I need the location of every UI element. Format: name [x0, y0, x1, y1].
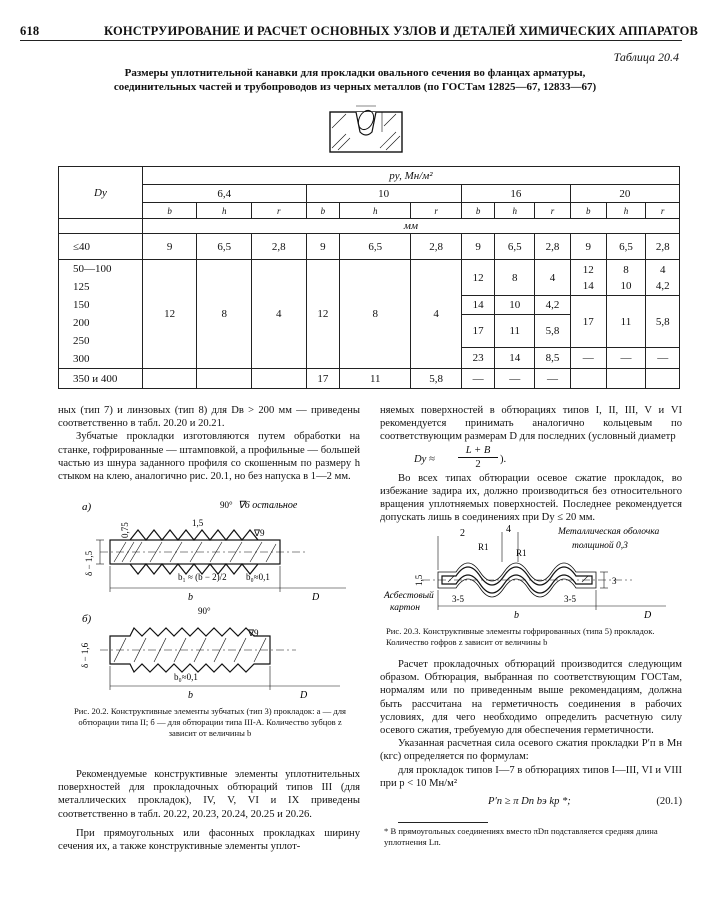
figure-finish-mark: ∇6 остальное — [238, 500, 298, 511]
fig-annotation: Металлическая оболочка — [558, 527, 660, 537]
dim-label: 4 — [506, 524, 511, 535]
subcol-header: r — [535, 203, 571, 219]
groove-size-table — [58, 166, 680, 389]
dim-label: b₀≈0,1 — [174, 672, 198, 682]
table-cell: 2,8 — [411, 234, 461, 260]
pressure-header: 20 — [570, 185, 679, 203]
subcol-header: b — [570, 203, 606, 219]
table-cell: 14 — [495, 348, 535, 369]
paragraph: При прямоугольных или фасонных прокладках ширину сечения их, а также конструктивные элементы уплот- — [58, 827, 360, 853]
table-cell: 6,5 — [340, 234, 411, 260]
table-cell: 12 — [461, 260, 495, 296]
dy-value: 50—100 — [73, 263, 112, 275]
finish-mark: ∇9 — [254, 528, 265, 538]
formula-dy: Dу ≈ L + B 2 ). — [414, 444, 507, 470]
dy-values-list — [59, 260, 143, 369]
table-label: Таблица 20.4 — [613, 50, 679, 64]
subcol-header: r — [411, 203, 461, 219]
table-cell: 11 — [606, 296, 646, 348]
table-cell: 9 — [461, 234, 495, 260]
page-number: 618 — [20, 24, 40, 38]
subcol-header: b — [461, 203, 495, 219]
table-cell: 12 — [142, 260, 197, 369]
paragraph: ных (тип 7) и линзовых (тип 8) для Dв > 200 мм — приведены соответственно в табл. 20.20 и 20.21. — [58, 405, 360, 430]
dim-label: δ − 1,5 — [84, 550, 94, 576]
col-py-header: pу, Мн/м² — [142, 167, 679, 185]
table-cell: 8 10 — [606, 260, 646, 296]
figure-20-2b — [70, 606, 360, 702]
dim-label: 3-5 — [564, 594, 576, 604]
table-title — [70, 66, 640, 94]
paragraph: Рекомендуемые конструктивные элементы уплотнительных поверхностей для прокладочных обтюраций типов III (для металлических прокладок), IV, V, VI и IX приведены соответственно в табл. 20.22, 20.23, 20.24, 20.25 и 20.26. — [58, 769, 360, 820]
footnote: * В прямоугольных соединениях вместо πDп подставляется средняя длина уплотнения Lп. — [384, 826, 658, 847]
table-cell: 4 — [535, 260, 571, 296]
paragraph: няемых поверхностей в обтюрациях типов I, II, III, V и VI рекомендуется принимать аналогично кольцевым по соответствующим размерам D для последних (условный диаметр — [380, 405, 682, 443]
groove-sketch — [326, 98, 406, 156]
right-column-bottom — [380, 658, 682, 812]
table-cell: 10 — [495, 296, 535, 315]
table-cell: 8 — [197, 260, 252, 369]
table-cell: — — [461, 369, 495, 389]
pressure-header: 6,4 — [142, 185, 306, 203]
header-rule — [20, 40, 682, 41]
subcol-header: h — [606, 203, 646, 219]
dim-label: b₁ ≈ (b − 2)/2 — [178, 572, 227, 582]
dim-label: R1 — [478, 542, 489, 552]
paragraph: Расчет прокладочных обтюраций производится следующим образом. Обтюрация, выбранная по соответствующим ГОСТам, нормалям или по приведенным выше рекомендациям, должна быть рассчитана на герметичность соединения в рабочих условиях, для чего необходимо определить расчетную силу осевого сжатия, требуемую для обеспечения герметичности. — [380, 659, 682, 737]
dy-value: 150 — [73, 299, 90, 311]
figure-label: б) — [82, 613, 92, 625]
table-cell: 6,5 — [197, 234, 252, 260]
footnote-rule — [398, 822, 488, 823]
table-cell: 17 — [461, 315, 495, 348]
dy-value: 350 и 400 — [59, 369, 143, 389]
dy-value: 125 — [73, 281, 90, 293]
left-column-bottom — [58, 768, 360, 853]
dim-label: 3 — [612, 576, 617, 586]
fig-annotation: картон — [390, 603, 420, 613]
table-cell: 9 — [142, 234, 197, 260]
dy-value: ≤40 — [59, 234, 143, 260]
dim-label: b₀≈0,1 — [246, 572, 270, 582]
table-cell: 2,8 — [252, 234, 307, 260]
paragraph: Зубчатые прокладки изготовляются путем обработки на станке, гофрированные — штамповкой, а профильные — большей частью из шнура заданного профиля со скошенным по размеру h стыком на клею, аналогично рис. 20.1, но без напуска в 1—2 мм. — [58, 431, 360, 483]
table-cell: 8 — [340, 260, 411, 369]
paragraph: Во всех типах обтюрации осевое сжатие прокладок, во избежание задира их, должно производиться без относительного вращения уплотняемых поверхностей. Последнее рекомендуется допускать лишь в соединениях при Dу ≤ 20 мм. — [380, 472, 682, 524]
figure-20-2-caption: Рис. 20.2. Конструктивные элементы зубчатых (тип 3) прокладок: а — для обтюрации типа II; б — для обтюрации типа III-А. Количество зубцов z зависит от величины b — [74, 706, 346, 738]
table-cell: 14 — [461, 296, 495, 315]
table-cell: 2,8 — [646, 234, 680, 260]
paragraph: Указанная расчетная сила осевого сжатия прокладки P′п в Мн (кгс) определяется по формулам: — [380, 738, 682, 763]
col-dy-header: Dу — [59, 167, 143, 219]
table-cell: 9 — [570, 234, 606, 260]
table-cell: 4 — [411, 260, 461, 369]
dim-label: D — [300, 690, 308, 701]
table-title-line1: Размеры уплотнительной канавки для прокладки овального сечения во фланцах арматуры, — [124, 67, 586, 79]
table-title-line2: соединительных частей и трубопроводов из черных металлов (по ГОСТам 12825—67, 12833—67) — [113, 81, 597, 93]
paragraph: для прокладок типов I—7 в обтюрациях типов I—III, VI и VIII при p < 10 Мн/м² — [380, 764, 682, 789]
table-cell: 9 — [306, 234, 340, 260]
formula: P′п ≥ π Dп bэ kp *; — [488, 796, 571, 808]
running-title: КОНСТРУИРОВАНИЕ И РАСЧЕТ ОСНОВНЫХ УЗЛОВ И ДЕТАЛЕЙ ХИМИЧЕСКИХ АППАРАТОВ — [104, 24, 699, 38]
angle-dim: 90° — [198, 606, 211, 616]
subcol-header: b — [142, 203, 197, 219]
dim-label: D — [644, 610, 652, 621]
table-cell: — — [646, 348, 680, 369]
dim-label: R1 — [516, 548, 527, 558]
dim-label: δ − 1,6 — [80, 642, 90, 668]
dim-label: 1,5 — [192, 518, 204, 528]
subcol-header: h — [197, 203, 252, 219]
table-cell: 6,5 — [495, 234, 535, 260]
fig-annotation: Асбестовый — [384, 591, 434, 601]
left-column-top — [58, 404, 360, 483]
table-cell: 23 — [461, 348, 495, 369]
table-cell: 11 — [340, 369, 411, 389]
table-cell: 4 — [252, 260, 307, 369]
units-row: мм — [142, 219, 679, 234]
pressure-header: 10 — [306, 185, 461, 203]
fig-annotation: толщиной 0,3 — [572, 541, 628, 551]
dy-value: 300 — [73, 353, 90, 365]
dy-value: 200 — [73, 317, 90, 329]
table-cell: 4,2 — [535, 296, 571, 315]
table-cell: 6,5 — [606, 234, 646, 260]
dim-label: b — [188, 592, 193, 603]
subcol-header: h — [495, 203, 535, 219]
table-cell: 17 — [570, 296, 606, 348]
figure-20-3 — [382, 522, 682, 622]
figure-20-3-caption: Рис. 20.3. Конструктивные элементы гофрированных (типа 5) прокладок. Количество гофров z зависит от величины b — [386, 626, 655, 647]
dim-label: 0,75 — [120, 522, 130, 538]
dim-label: b — [188, 690, 193, 701]
right-column-top — [380, 404, 682, 524]
figure-label: а) — [82, 501, 92, 513]
formula-20-1 — [380, 792, 682, 812]
dim-label: 3-5 — [452, 594, 464, 604]
dim-label: b — [514, 610, 519, 621]
table-cell: — — [495, 369, 535, 389]
table-cell: — — [606, 348, 646, 369]
dim-label: 2 — [460, 528, 465, 539]
table-cell: 2,8 — [535, 234, 571, 260]
subcol-header: b — [306, 203, 340, 219]
dim-label: 1,5 — [414, 574, 424, 586]
table-cell: 12 — [306, 260, 340, 369]
table-cell: — — [570, 348, 606, 369]
subcol-header: h — [340, 203, 411, 219]
dy-value: 250 — [73, 335, 90, 347]
pressure-header: 16 — [461, 185, 570, 203]
table-cell: 11 — [495, 315, 535, 348]
table-cell: — — [535, 369, 571, 389]
table-cell: 17 — [306, 369, 340, 389]
figure-20-2a — [70, 496, 360, 606]
finish-mark: ∇9 — [248, 628, 259, 638]
table-cell: 8 — [495, 260, 535, 296]
angle-dim: 90° — [220, 500, 233, 510]
table-cell: 8,5 — [535, 348, 571, 369]
dim-label: D — [312, 592, 320, 603]
formula-number: (20.1) — [656, 796, 682, 808]
table-cell: 5,8 — [411, 369, 461, 389]
table-cell: 5,8 — [535, 315, 571, 348]
subcol-header: r — [646, 203, 680, 219]
table-cell: 12 14 — [570, 260, 606, 296]
table-cell: 5,8 — [646, 296, 680, 348]
table-cell: 4 4,2 — [646, 260, 680, 296]
subcol-header: r — [252, 203, 307, 219]
